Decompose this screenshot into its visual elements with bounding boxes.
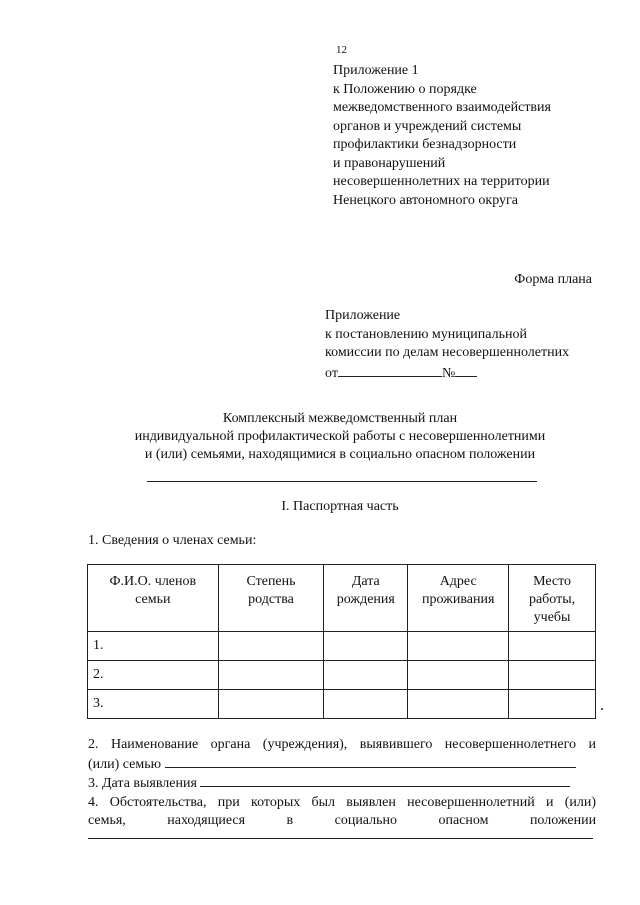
title-line: и (или) семьями, находящимися в социально опасном положении	[144, 447, 536, 462]
table-cell[interactable]	[408, 661, 509, 690]
appendix-header	[333, 62, 633, 210]
table-row	[88, 632, 596, 661]
title-line: индивидуальной профилактической работы с несовершеннолетними	[134, 429, 546, 444]
row-number: 3.	[88, 690, 219, 719]
resolution-line: Приложение	[325, 308, 401, 323]
family-members-table	[87, 564, 596, 719]
column-header-relation: Степень родства	[218, 565, 324, 632]
title-line: Комплексный межведомственный план	[222, 411, 458, 426]
table-cell[interactable]	[408, 690, 509, 719]
resolution-line: к постановлению муниципальной	[325, 326, 527, 342]
table-cell[interactable]	[324, 632, 408, 661]
from-label: от	[325, 365, 338, 381]
column-header-workplace: Место работы, учебы	[509, 565, 596, 632]
document-title	[60, 410, 620, 464]
table-cell[interactable]	[218, 632, 324, 661]
section-heading: I. Паспортная часть	[281, 499, 399, 514]
table-header-row	[88, 565, 596, 632]
item-circumstances: 4. Обстоятельства, при которых был выявлен несовершеннолетний и (или)	[88, 794, 596, 810]
item-identifying-body-cont: (или) семью	[88, 755, 596, 775]
table-cell[interactable]	[218, 661, 324, 690]
form-items	[88, 736, 596, 831]
column-header-birth-date: Дата рождения	[324, 565, 408, 632]
form-label: Форма плана	[514, 272, 592, 287]
appendix-line: и правонарушений	[333, 155, 446, 171]
appendix-line: к Положению о порядке	[333, 81, 477, 97]
column-header-name: Ф.И.О. членов семьи	[88, 565, 219, 632]
item-family-members: 1. Сведения о членах семьи:	[88, 533, 257, 548]
table-cell[interactable]	[324, 661, 408, 690]
table-cell[interactable]	[218, 690, 324, 719]
table-cell[interactable]	[324, 690, 408, 719]
item-identifying-body: 2. Наименование органа (учреждения), выявившего несовершеннолетнего и	[88, 737, 596, 752]
appendix-line: профилактики безнадзорности	[333, 137, 517, 152]
row-number: 1.	[88, 632, 219, 661]
resolution-line: комиссии по делам несовершеннолетних	[325, 345, 570, 360]
resolution-date-line	[325, 363, 625, 384]
circumstances-field[interactable]	[88, 838, 593, 839]
table-cell[interactable]	[408, 632, 509, 661]
appendix-line: межведомственного взаимодействия	[333, 100, 551, 115]
row-number: 2.	[88, 661, 219, 690]
identification-date-field[interactable]	[200, 774, 570, 787]
item-circumstances-cont: семья, находящиеся в социально опасном положении	[88, 813, 597, 828]
table-row	[88, 690, 596, 719]
page-number: 12	[336, 44, 347, 56]
table-cell[interactable]	[509, 632, 596, 661]
appendix-line: несовершеннолетних на территории	[333, 174, 550, 189]
number-label: №	[441, 365, 456, 381]
title-underline	[147, 481, 537, 482]
number-blank[interactable]	[455, 363, 477, 377]
table-row	[88, 661, 596, 690]
item-identification-date: 3. Дата выявления	[88, 774, 596, 794]
resolution-header	[325, 307, 625, 383]
date-blank[interactable]	[338, 363, 442, 377]
identifying-body-field[interactable]	[165, 755, 576, 768]
table-cell[interactable]	[509, 661, 596, 690]
column-header-address: Адрес проживания	[408, 565, 509, 632]
appendix-line: органов и учреждений системы	[333, 118, 522, 134]
scan-speck	[601, 708, 603, 710]
table-cell[interactable]	[509, 690, 596, 719]
appendix-line: Ненецкого автономного округа	[333, 192, 518, 208]
appendix-line: Приложение 1	[333, 63, 419, 78]
